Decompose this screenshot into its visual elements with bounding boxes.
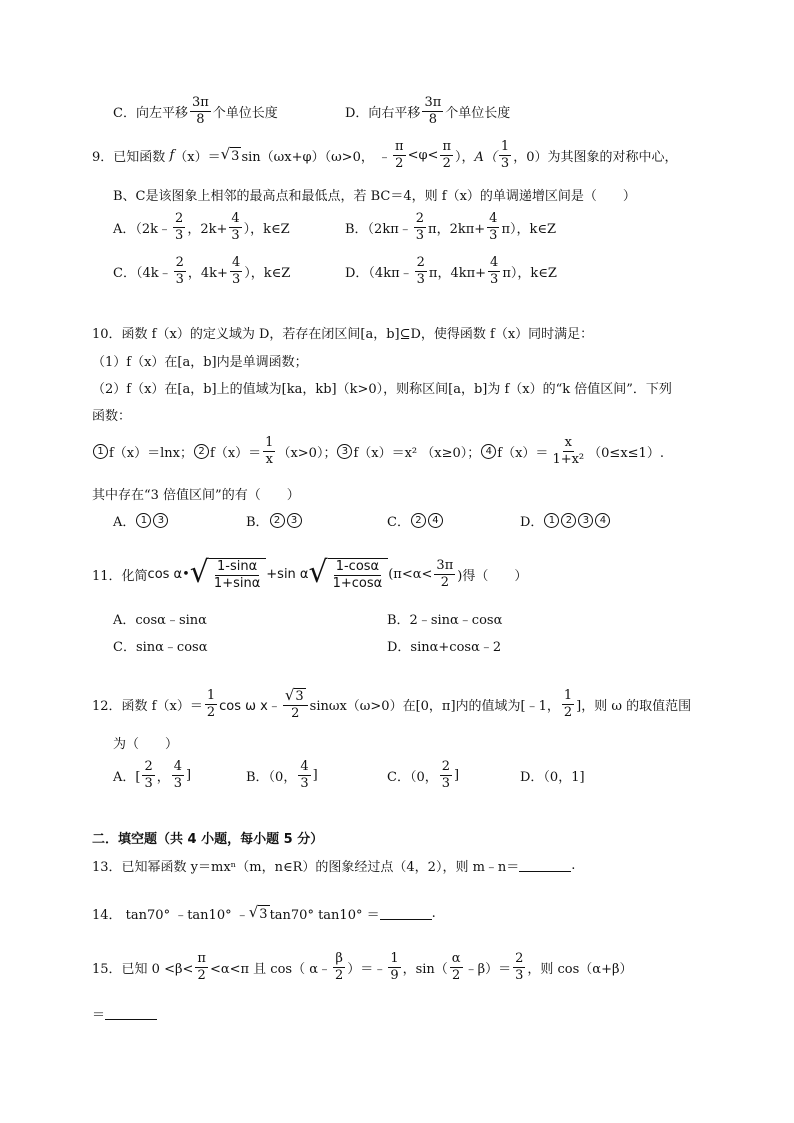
- fraction-numerator: 1: [206, 688, 216, 703]
- text-span: A．（2k﹣: [113, 221, 172, 237]
- fraction-denominator: 3: [489, 227, 498, 243]
- text-span: •: [182, 566, 190, 582]
- circled-number: 3: [153, 513, 168, 528]
- fraction-denominator: 1+cosα: [332, 575, 383, 591]
- fraction: [562, 689, 574, 719]
- text-span: ，2k+: [187, 221, 228, 237]
- fraction-numerator: 3π: [424, 95, 442, 110]
- q10-option-a: [113, 511, 169, 530]
- fraction: [190, 96, 211, 126]
- fraction-numerator: 2: [415, 211, 425, 226]
- fraction-numerator: 2: [515, 951, 524, 966]
- radical-sign: √: [220, 144, 231, 163]
- circled-number: 1: [136, 513, 151, 528]
- fraction-numerator: 1-sinα: [217, 559, 258, 574]
- circled-number: 4: [595, 513, 610, 528]
- q9-option-d: [345, 256, 557, 286]
- text-span: cos α: [147, 566, 183, 582]
- fraction: [283, 688, 308, 720]
- q9-stem-line2: B、C是该图象上相邻的最高点和最低点，若 BC＝4，则 f（x）的单调递增区间是（ ）: [113, 189, 636, 204]
- fraction-denominator: 2: [395, 155, 404, 171]
- q12-stem-line1: [92, 688, 691, 720]
- radicand: 3: [259, 907, 268, 922]
- circled-number: 3: [337, 444, 352, 459]
- fraction-denominator: 3: [300, 775, 309, 791]
- text-span: D．（4kπ﹣: [345, 265, 413, 281]
- sqrt-symbol: [285, 688, 306, 704]
- text-span: A．[: [113, 769, 141, 785]
- fraction: [388, 952, 400, 982]
- q12-stem-line2: 为（ ）: [113, 737, 179, 752]
- fraction-denominator: 2: [452, 967, 461, 983]
- fraction-numerator: 1: [563, 688, 573, 703]
- fraction-denominator: 3: [490, 271, 499, 287]
- text-span: ，0）为其图象的对称中心，: [513, 149, 678, 165]
- fraction: [142, 760, 154, 790]
- fraction-numerator: 4: [173, 759, 183, 774]
- fraction-numerator: 4: [490, 255, 499, 270]
- fraction: [331, 560, 385, 590]
- q10-stem-line1: 10．函数 f（x）的定义域为 D，若存在闭区间[a，b]⊆D，使得函数 f（x）同时满足：: [92, 327, 594, 342]
- text-span: (π<α<: [388, 566, 433, 582]
- fraction-denominator: 3: [231, 271, 241, 287]
- q12-option-d: D．（0，1]: [520, 770, 585, 785]
- circled-number: 3: [578, 513, 593, 528]
- fraction: [173, 212, 185, 242]
- text-span: f: [169, 147, 175, 163]
- fraction-denominator: x: [265, 451, 273, 467]
- text-span: <α<π 且 cos（ α﹣: [209, 961, 332, 977]
- fraction: [440, 760, 452, 790]
- text-span: 15．已知 0 <β<: [92, 961, 194, 977]
- fraction-denominator: 3: [231, 227, 240, 243]
- radical-sign: √: [189, 555, 209, 590]
- fraction-numerator: 4: [231, 255, 241, 270]
- text-span: cos ω x﹣: [219, 698, 281, 714]
- fraction: [195, 952, 208, 982]
- text-span: 个单位长度: [212, 105, 278, 121]
- answer-blank[interactable]: [105, 1007, 157, 1020]
- q12-option-a: A．[ $\frac{2}{3}$ ， $\frac{4}{3}$ ]: [113, 759, 192, 791]
- q15-stem-line2: [92, 1004, 157, 1023]
- fraction-denominator: 3: [515, 967, 524, 983]
- text-span: 12．函数 f（x）＝: [92, 698, 203, 714]
- text-span: （0≤x≤1）.: [588, 445, 664, 461]
- fraction: [212, 560, 262, 590]
- fraction-denominator: 2: [440, 574, 449, 590]
- fraction: [450, 952, 463, 982]
- text-span: C．: [387, 515, 410, 530]
- fraction-denominator: 8: [428, 111, 437, 127]
- fraction-numerator: π: [395, 139, 404, 154]
- text-span: C．（4k﹣: [113, 265, 172, 281]
- text-span: ]: [454, 767, 460, 783]
- text-span: ﹣β）＝: [464, 961, 512, 977]
- text-span: π），k∈Z: [501, 221, 557, 237]
- q10-stem-line6: 其中存在“3 倍值区间”的有（ ）: [92, 488, 300, 503]
- fraction: [488, 256, 500, 286]
- text-span: ﹣: [378, 149, 392, 165]
- circled-number: 2: [194, 444, 209, 459]
- text-span: ＝: [92, 1008, 106, 1023]
- text-span: B．: [246, 515, 269, 530]
- fraction: [434, 559, 455, 589]
- fraction-numerator: 2: [175, 211, 184, 226]
- fraction-denominator: 1+sinα: [213, 575, 261, 591]
- q11-stem: [92, 555, 528, 591]
- fraction-numerator: π: [442, 139, 451, 154]
- fraction-numerator: β: [335, 951, 343, 966]
- text-span: ]，则 ω 的取值范围: [576, 698, 692, 714]
- fraction-denominator: 2: [197, 967, 206, 983]
- text-span: π，2kπ+: [428, 221, 486, 237]
- text-span: +sin α: [266, 566, 309, 582]
- text-span: π，4kπ+: [428, 265, 487, 281]
- text-span: 13．已知幂函数 y＝mxⁿ（m，n∈R）的图象经过点（4，2），则 m﹣n＝: [92, 860, 520, 875]
- fraction-numerator: 2: [175, 255, 184, 270]
- q11-option-d: D．sinα+cosα﹣2: [387, 640, 502, 655]
- fraction-numerator: 1-cosα: [335, 559, 380, 574]
- circled-number: 2: [270, 513, 285, 528]
- fraction: [415, 256, 427, 286]
- text-span: ＝: [207, 149, 221, 165]
- circled-number: 1: [544, 513, 559, 528]
- text-span: C．（0，: [387, 769, 438, 785]
- q11-option-a: A．cosα﹣sinα: [113, 613, 207, 628]
- fraction: [393, 140, 406, 170]
- sqrt-symbol: [189, 555, 266, 591]
- q12-option-c: [387, 760, 459, 790]
- radicand: [328, 558, 389, 590]
- text-span: C．向左平移: [113, 105, 188, 121]
- text-span: )得（ ）: [457, 568, 528, 584]
- text-span: B．（0，: [246, 769, 297, 785]
- fraction-numerator: 4: [231, 211, 240, 226]
- fraction-numerator: 2: [416, 255, 425, 270]
- circled-number: 1: [93, 444, 108, 459]
- circled-number: 4: [481, 444, 496, 459]
- q11-option-c: C．sinα﹣cosα: [113, 640, 208, 655]
- text-span: 已知函数: [113, 149, 166, 165]
- answer-blank[interactable]: [380, 907, 432, 920]
- text-span: 14． tan70° ﹣tan10° ﹣: [92, 908, 249, 923]
- q12-option-b: [246, 760, 318, 790]
- text-span: <φ<: [407, 147, 439, 163]
- q10-option-d: [520, 511, 611, 530]
- q9-option-a: [113, 212, 290, 242]
- text-span: A（: [474, 149, 497, 165]
- circled-number: 2: [561, 513, 576, 528]
- text-span: f（x）＝: [210, 445, 262, 461]
- fraction-numerator: 1: [390, 951, 399, 966]
- q9-option-b: [345, 212, 556, 242]
- fraction-denominator: 2: [442, 155, 451, 171]
- sqrt-symbol: [249, 905, 270, 922]
- text-span: ）＝﹣: [347, 961, 387, 977]
- text-span: f（x）＝lnx；: [109, 445, 194, 461]
- text-span: D．向右平移: [345, 105, 421, 121]
- q10-stem-line4: 函数：: [92, 409, 132, 424]
- q10-option-b: [246, 511, 303, 530]
- fraction: [513, 952, 525, 982]
- q9-option-c: [113, 256, 290, 286]
- fraction-denominator: 3: [175, 271, 184, 287]
- fraction: [499, 140, 511, 170]
- radicand: 3: [231, 148, 240, 164]
- fraction-numerator: 3π: [191, 95, 209, 110]
- fraction: [230, 256, 242, 286]
- text-span: sin（ωx+φ）（ω>0，: [241, 149, 374, 165]
- text-span: 9．: [92, 149, 114, 165]
- fraction-numerator: 1: [265, 435, 274, 450]
- radical-sign: √: [308, 555, 328, 590]
- answer-blank[interactable]: [519, 859, 571, 872]
- fraction: [440, 140, 453, 170]
- q14-stem: [92, 904, 436, 923]
- text-span: ，则 cos（α+β）: [527, 961, 633, 977]
- text-span: （x>0）；: [277, 445, 337, 461]
- fraction-denominator: 1+x²: [552, 451, 585, 467]
- fraction-denominator: 3: [441, 775, 450, 791]
- text-span: B．（2kπ﹣: [345, 221, 412, 237]
- fraction-denominator: 9: [390, 967, 399, 983]
- circled-number: 4: [428, 513, 443, 528]
- text-span: π），k∈Z: [502, 265, 557, 281]
- q13-stem: [92, 856, 575, 875]
- sqrt-symbol: [308, 555, 389, 591]
- text-span: （x）: [174, 149, 208, 165]
- q10-functions: [92, 436, 664, 466]
- text-span: f（x）＝: [497, 445, 549, 461]
- circled-number: 2: [411, 513, 426, 528]
- fraction: [333, 952, 345, 982]
- fraction-numerator: 4: [489, 211, 498, 226]
- radicand: [209, 558, 266, 590]
- fraction-denominator: 3: [175, 227, 184, 243]
- q10-stem-line2: （1）f（x）在[a，b]内是单调函数；: [92, 355, 308, 370]
- fraction-numerator: 3π: [436, 558, 454, 573]
- fraction: [229, 212, 241, 242]
- text-span: 11．化简: [92, 568, 148, 584]
- fraction-numerator: 1: [500, 139, 510, 154]
- q11-option-b: B．2﹣sinα﹣cosα: [387, 613, 503, 628]
- text-span: tan70° tan10° ＝: [269, 908, 380, 923]
- fraction-denominator: 2: [335, 967, 344, 983]
- fraction-numerator: α: [451, 951, 461, 966]
- text-span: .: [571, 858, 576, 873]
- fraction-numerator: π: [197, 951, 206, 966]
- fraction-denominator: 3: [144, 775, 153, 791]
- fraction-denominator: 3: [500, 155, 510, 171]
- section-title: 二．填空题（共 4 小题，每小题 5 分）: [92, 832, 324, 847]
- fraction-denominator: 2: [291, 705, 300, 721]
- circled-number: 3: [287, 513, 302, 528]
- fraction-numerator: x: [564, 435, 572, 450]
- fraction-denominator: 8: [196, 111, 205, 127]
- fraction: [205, 689, 217, 719]
- fraction-denominator: 2: [206, 704, 216, 720]
- text-span: ），: [455, 149, 475, 165]
- fraction-numerator: 2: [144, 759, 153, 774]
- fraction: [298, 760, 310, 790]
- q10-option-c: [387, 511, 444, 530]
- fraction: [174, 256, 186, 286]
- text-span: ），k∈Z: [243, 221, 290, 237]
- fraction-denominator: 3: [415, 227, 425, 243]
- fraction: [550, 436, 586, 466]
- q10-stem-line3: （2）f（x）在[a，b]上的值域为[ka，kb]（k>0），则称区间[a，b]为 f（x）的“k 倍值区间”．下列: [92, 382, 672, 397]
- fraction: [422, 96, 443, 126]
- text-span: ，4k+: [187, 265, 228, 281]
- text-span: ），k∈Z: [244, 265, 291, 281]
- text-span: A．: [113, 515, 136, 530]
- radicand: 3: [295, 689, 304, 704]
- fraction-numerator: 4: [300, 759, 309, 774]
- fraction: [487, 212, 499, 242]
- radical-sign: √: [284, 686, 295, 704]
- fraction-denominator: 3: [416, 271, 425, 287]
- sqrt-symbol: [220, 144, 242, 164]
- text-span: 个单位长度: [445, 105, 511, 121]
- fraction-denominator: 2: [563, 704, 573, 720]
- text-span: sinωx（ω>0）在[0，π]内的值域为[﹣1，: [309, 698, 560, 714]
- radical-sign: √: [248, 903, 259, 921]
- fraction: [414, 212, 426, 242]
- fraction: [263, 436, 275, 466]
- text-span: f（x）＝x² （x≥0）；: [353, 445, 481, 461]
- q8-option-c: [113, 96, 278, 126]
- q9-stem-line1: [92, 140, 677, 170]
- q15-stem-line1: [92, 952, 633, 982]
- fraction-numerator: 2: [441, 759, 450, 774]
- fraction-denominator: 3: [173, 775, 183, 791]
- fraction-numerator: [283, 688, 308, 706]
- text-span: ，sin（: [402, 961, 448, 977]
- fraction: [172, 760, 184, 790]
- text-span: ]: [312, 767, 318, 783]
- text-span: D．: [520, 515, 544, 530]
- text-span: .: [431, 906, 436, 921]
- q8-option-d: [345, 96, 510, 126]
- text-span: ]: [186, 767, 192, 783]
